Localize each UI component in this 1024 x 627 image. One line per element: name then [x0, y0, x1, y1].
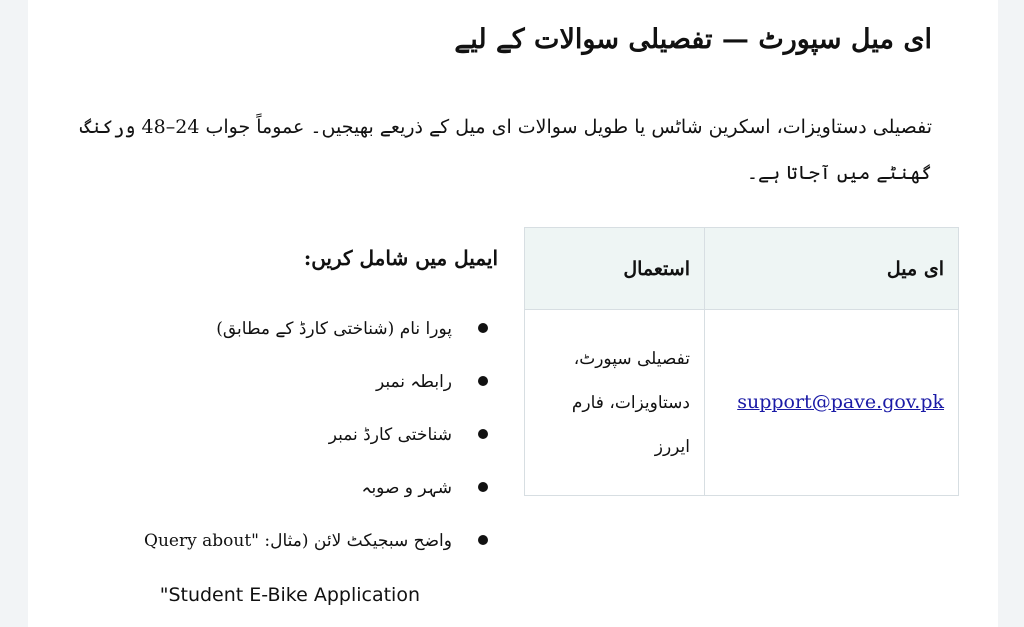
email-support-card [28, 0, 998, 627]
list-item-text: واضح سبجیکٹ لائن (مثال: "Query about [144, 531, 452, 551]
table-row [525, 310, 959, 496]
list-item-text: شناختی کارڈ نمبر [328, 425, 452, 445]
list-item [68, 359, 488, 412]
list-item-text: شہر و صوبہ [361, 478, 452, 498]
bullet-icon [478, 429, 488, 439]
usage-cell: تفصیلی سپورٹ، دستاویزات، فارم ایررز [525, 310, 705, 496]
header-email: ای میل [705, 228, 959, 310]
list-item [68, 465, 488, 518]
email-cell [705, 310, 959, 496]
bullet-icon [478, 323, 488, 333]
include-heading: ایمیل میں شامل کریں: [303, 246, 498, 270]
subject-line-example: "Student E-Bike Application [159, 584, 420, 606]
bullet-icon [478, 535, 488, 545]
email-contact-table [524, 227, 959, 496]
bullet-icon [478, 482, 488, 492]
support-email-link[interactable]: support@pave.gov.pk [737, 391, 944, 413]
header-usage: استعمال [525, 228, 705, 310]
list-item [68, 306, 488, 359]
list-item [68, 412, 488, 465]
list-item-text: رابطہ نمبر [375, 372, 452, 392]
include-list [68, 306, 488, 571]
table-header-row [525, 228, 959, 310]
list-item [68, 518, 488, 571]
intro-text: تفصیلی دستاویزات، اسکرین شاٹس یا طویل سوالات ای میل کے ذریعے بھیجیں۔ عموماً جواب 24–48 ورکنگ گھنٹے میں آجاتا ہے۔ [79, 116, 932, 184]
page-title: ای میل سپورٹ — تفصیلی سوالات کے لیے [454, 24, 932, 55]
list-item-text: پورا نام (شناختی کارڈ کے مطابق) [216, 319, 452, 339]
bullet-icon [478, 376, 488, 386]
